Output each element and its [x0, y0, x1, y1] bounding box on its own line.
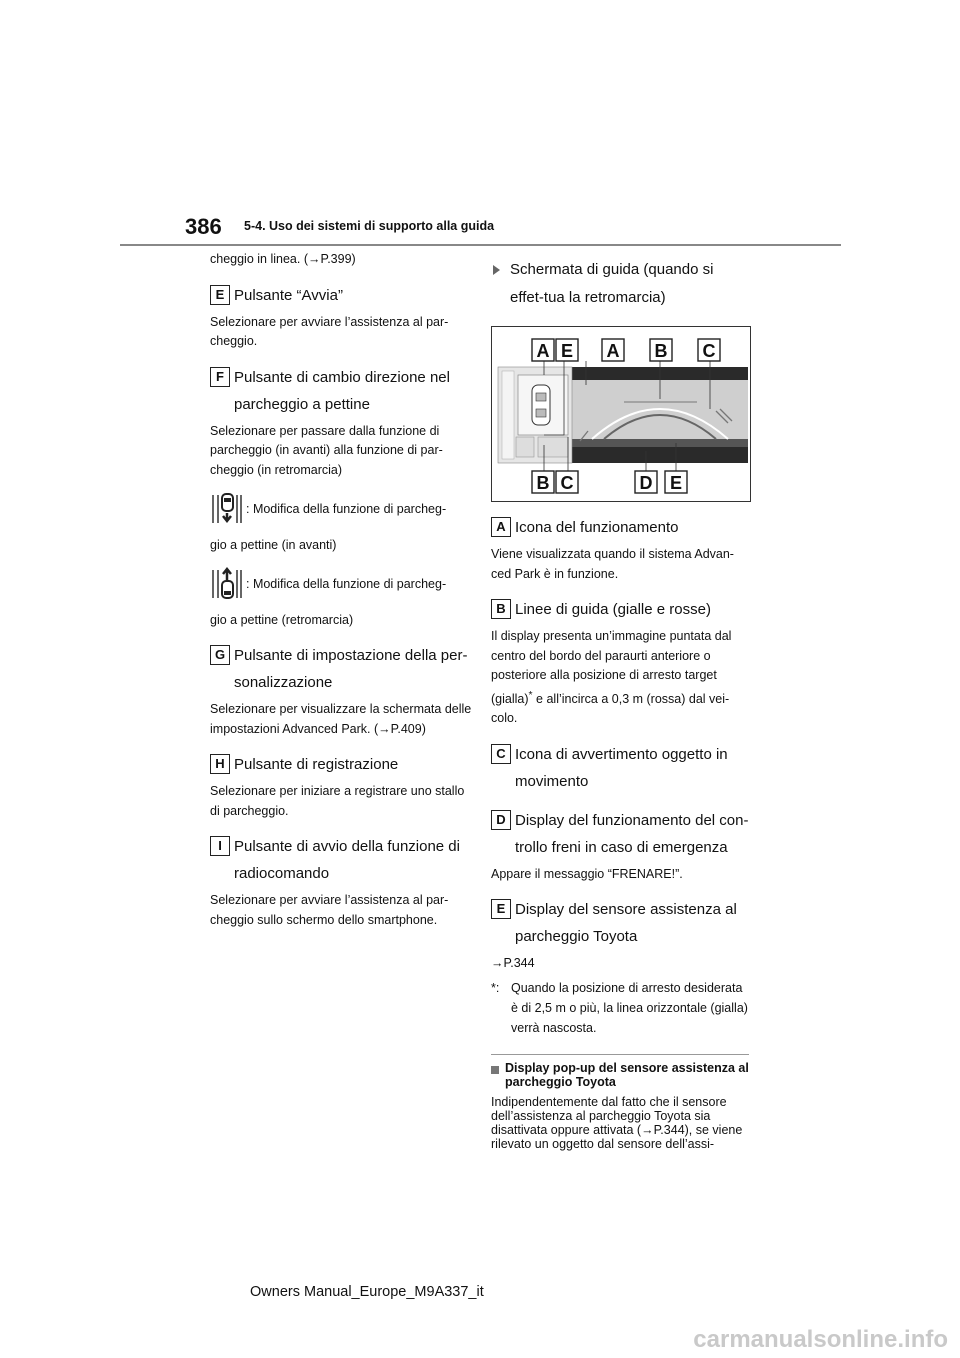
item-e-start	[210, 282, 472, 309]
item-e-parking-sensor	[491, 896, 749, 950]
figure-label-c-top: C	[702, 341, 716, 361]
figure-label-e-bottom: E	[669, 473, 683, 493]
item-title: Display del funzionamento del con-trollo freni in caso di emergenza	[515, 811, 749, 856]
figure-label-a-top-2: A	[606, 341, 620, 361]
figure-label-d-bottom: D	[639, 473, 653, 493]
tag-e: E	[491, 899, 511, 919]
page-number: 386	[185, 214, 222, 239]
item-c-moving-object-icon	[491, 741, 749, 795]
item-title: Icona del funzionamento	[515, 519, 679, 536]
item-f-direction	[210, 364, 472, 418]
item-title: Display del sensore assistenza al parcheggio Toyota	[515, 901, 737, 946]
item-desc: Viene visualizzata quando il sistema Advan-ced Park è in funzione.	[491, 547, 734, 581]
desc-part: e all’incirca a 0,3 m (rossa) dal vei-colo.	[491, 691, 730, 726]
desc-part: Il display presenta un’immagine puntata dal centro del bordo del paraurti anteriore o posteriore alla posizione di arresto target (gialla)	[491, 629, 732, 706]
item-desc: Selezionare per avviare l’assistenza al par-cheggio sullo schermo dello smartphone.	[210, 893, 449, 927]
square-bullet-icon	[491, 1066, 499, 1074]
right-column	[491, 250, 749, 1163]
item-title: Pulsante di impostazione della per-sonalizzazione	[234, 647, 468, 691]
item-title: Icona di avvertimento oggetto in movimento	[515, 745, 728, 790]
tag-g: G	[210, 645, 230, 665]
bullet-title: Schermata di guida (quando si effet-tua la retromarcia)	[510, 261, 714, 306]
item-desc: Appare il messaggio “FRENARE!”.	[491, 866, 683, 881]
footnote-mark: *:	[491, 980, 500, 995]
tag-b: B	[491, 599, 511, 619]
section-title: 5-4. Uso dei sistemi di supporto alla guida	[244, 219, 495, 233]
item-desc: →P.344	[491, 956, 535, 971]
header-rule	[120, 244, 841, 246]
triangle-bullet-icon	[493, 265, 500, 275]
tag-a: A	[491, 517, 511, 537]
item-a-operation-icon	[491, 514, 749, 541]
reverse-icon-text: : Modifica della funzione di parcheg-	[246, 577, 447, 591]
forward-icon-text: : Modifica della funzione di parcheg-	[246, 502, 447, 516]
left-column	[210, 250, 472, 930]
tag-d: D	[491, 810, 511, 830]
guidance-screen-figure	[491, 326, 751, 502]
footer-text: Owners Manual_Europe_M9A337_it	[250, 1284, 484, 1300]
item-desc: Selezionare per iniziare a registrare uno stallo di parcheggio.	[210, 784, 465, 818]
figure-label-b-top: B	[654, 341, 668, 361]
item-i-remote	[210, 833, 472, 887]
reverse-icon-cont: gio a pettine (retromarcia)	[210, 613, 354, 627]
subsection-rule	[491, 1054, 749, 1055]
tag-i: I	[210, 836, 230, 856]
subsection-heading	[491, 1061, 749, 1089]
intro-text: cheggio in linea. (→P.399)	[210, 252, 356, 266]
figure-label-b-bottom: B	[536, 473, 550, 493]
item-g-custom	[210, 642, 472, 696]
item-h-register	[210, 751, 472, 778]
tag-h: H	[210, 754, 230, 774]
item-title: Pulsante di cambio direzione nel parcheggio a pettine	[234, 368, 450, 413]
footnote	[491, 978, 749, 1038]
guidance-screen-illustration	[492, 327, 750, 501]
subsection-text: Indipendentemente dal fatto che il sensore dell’assistenza al parcheggio Toyota sia disattivata oppure attivata (→P.344), se viene rilevato un oggetto dal sensore dell’assi-	[491, 1094, 743, 1151]
forward-icon-cont: gio a pettine (in avanti)	[210, 538, 337, 552]
item-d-brake-display	[491, 807, 749, 861]
figure-label-c-bottom: C	[560, 473, 574, 493]
subsection-title: Display pop-up del sensore assistenza al parcheggio Toyota	[505, 1060, 749, 1089]
footnote-ref: *	[528, 689, 533, 701]
bullet-heading	[491, 256, 749, 312]
item-title: Pulsante di registrazione	[234, 756, 399, 773]
item-desc: Selezionare per avviare l’assistenza al par-cheggio.	[210, 314, 449, 348]
perpendicular-forward-icon	[210, 492, 244, 526]
item-title: Pulsante di avvio della funzione di radiocomando	[234, 838, 460, 882]
item-desc: Selezionare per passare dalla funzione di parcheggio (in avanti) alla funzione di par-cheggio (in retromarcia)	[210, 423, 443, 477]
figure-label-a-top: A	[536, 341, 550, 361]
tag-e: E	[210, 285, 230, 305]
item-title: Linee di guida (gialle e rosse)	[515, 601, 711, 618]
footnote-text: Quando la posizione di arresto desiderata è di 2,5 m o più, la linea orizzontale (gialla) verrà nascosta.	[511, 980, 748, 1035]
item-desc	[491, 627, 749, 729]
tag-f: F	[210, 367, 230, 387]
tag-c: C	[491, 744, 511, 764]
item-desc: Selezionare per visualizzare la schermata delle impostazioni Advanced Park. (→P.409)	[210, 702, 472, 736]
item-title: Pulsante “Avvia”	[234, 286, 343, 304]
watermark: carmanualsonline.info	[693, 1326, 948, 1353]
perpendicular-reverse-icon	[210, 567, 244, 601]
figure-label-e-top: E	[560, 341, 574, 361]
reverse-icon-line	[210, 567, 472, 601]
item-b-guide-lines	[491, 596, 749, 623]
forward-icon-line	[210, 492, 472, 526]
